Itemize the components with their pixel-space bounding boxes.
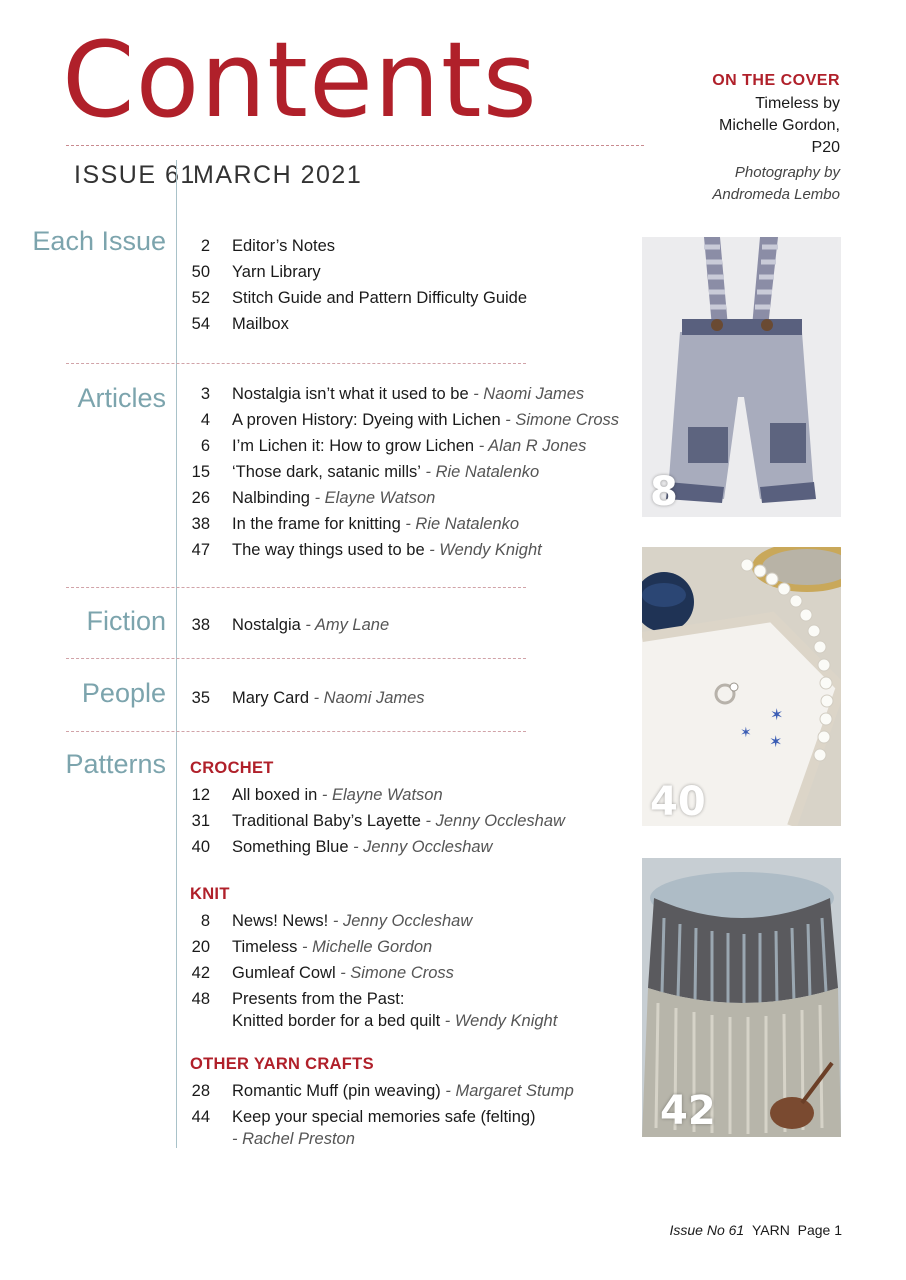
page-number: 15 xyxy=(191,463,210,481)
page-number: 31 xyxy=(191,812,210,830)
entry-author: - Elayne Watson xyxy=(309,489,436,507)
section-label-each-issue: Each Issue xyxy=(32,226,166,256)
toc-entry[interactable] xyxy=(186,685,425,711)
section-label-articles: Articles xyxy=(77,383,166,413)
toc-entry[interactable] xyxy=(186,233,335,259)
photo-credit: Andromeda Lembo xyxy=(712,186,840,203)
toc-entry[interactable] xyxy=(186,782,443,808)
page-number: 20 xyxy=(191,938,210,956)
page-number: 38 xyxy=(191,616,210,634)
section-label-patterns: Patterns xyxy=(65,749,166,779)
page-title: Contents xyxy=(62,19,538,141)
page-number: 6 xyxy=(200,437,210,455)
toc-entry-continuation xyxy=(232,1126,355,1152)
cover-line: P20 xyxy=(811,139,840,156)
entry-title: Editor’s Notes xyxy=(232,237,336,255)
footer-page: Page 1 xyxy=(797,1222,842,1238)
toc-entry[interactable] xyxy=(186,511,519,537)
entry-author: - Rie Natalenko xyxy=(420,463,540,481)
toc-entry[interactable] xyxy=(186,433,586,459)
entry-title: Gumleaf Cowl xyxy=(232,964,336,982)
toc-entry[interactable] xyxy=(186,834,492,860)
entry-title: Traditional Baby’s Layette xyxy=(232,812,421,830)
photo-credit: Photography by xyxy=(734,164,840,181)
entry-title: Yarn Library xyxy=(232,263,321,281)
page-number: 40 xyxy=(191,838,210,856)
entry-author: - Margaret Stump xyxy=(440,1082,574,1100)
toc-entry[interactable] xyxy=(186,311,289,337)
svg-text:✶: ✶ xyxy=(770,705,784,724)
handkerchief-ring-pearls-photo[interactable] xyxy=(642,547,841,826)
entry-author: - Simone Cross xyxy=(335,964,454,982)
entry-title: Nalbinding xyxy=(232,489,310,507)
entry-title: Romantic Muff (pin weaving) xyxy=(232,1082,441,1100)
entry-title: Something Blue xyxy=(232,838,349,856)
page-number: 8 xyxy=(200,912,210,930)
toc-entry[interactable] xyxy=(186,934,432,960)
toc-entry[interactable] xyxy=(186,381,584,407)
page-number: 4 xyxy=(200,411,210,429)
entry-author: - Amy Lane xyxy=(300,616,390,634)
entry-title: Nostalgia xyxy=(232,616,301,634)
image-page-label: 42 xyxy=(660,1088,716,1134)
column-divider xyxy=(176,160,177,1148)
page-number: 38 xyxy=(191,515,210,533)
page-footer xyxy=(669,1222,842,1238)
image-page-label: 40 xyxy=(650,779,706,825)
page-number: 42 xyxy=(191,964,210,982)
entry-title: ‘Those dark, satanic mills’ xyxy=(232,463,421,481)
toc-entry[interactable] xyxy=(186,908,472,934)
toc-entry[interactable] xyxy=(186,459,539,485)
cover-line: Michelle Gordon, xyxy=(719,117,840,134)
page-number: 52 xyxy=(191,289,210,307)
entry-title: Mailbox xyxy=(232,315,289,333)
toc-entry-continuation xyxy=(232,1008,557,1034)
entry-title: Knitted border for a bed quilt xyxy=(232,1012,441,1030)
footer-magazine: YARN xyxy=(751,1222,790,1238)
page-number: 2 xyxy=(200,237,210,255)
entry-title: Mary Card xyxy=(232,689,310,707)
page-number: 50 xyxy=(191,263,210,281)
title-divider xyxy=(66,145,644,146)
entry-author: - Wendy Knight xyxy=(440,1012,558,1030)
knitted-cowl-photo[interactable] xyxy=(642,858,841,1137)
entry-author: - Rachel Preston xyxy=(232,1130,355,1148)
entry-author: - Wendy Knight xyxy=(424,541,542,559)
entry-title: News! News! xyxy=(232,912,329,930)
toc-entry[interactable] xyxy=(186,960,454,986)
toc-entry[interactable] xyxy=(186,407,619,433)
toc-entry[interactable] xyxy=(186,485,435,511)
page-number: 35 xyxy=(191,689,210,707)
section-divider xyxy=(66,658,526,659)
entry-title: The way things used to be xyxy=(232,541,425,559)
category-knit: KNIT xyxy=(190,885,230,903)
toc-entry[interactable] xyxy=(186,259,321,285)
entry-title: I’m Lichen it: How to grow Lichen xyxy=(232,437,475,455)
entry-title: In the frame for knitting xyxy=(232,515,401,533)
entry-author: - Rie Natalenko xyxy=(400,515,520,533)
entry-author: - Naomi James xyxy=(468,385,585,403)
entry-author: - Jenny Occleshaw xyxy=(348,838,493,856)
page-number: 48 xyxy=(191,990,210,1008)
toc-entry[interactable] xyxy=(186,1078,574,1104)
entry-title: Keep your special memories safe (felting) xyxy=(232,1108,536,1126)
page-number: 12 xyxy=(191,786,210,804)
knitted-overalls-photo[interactable] xyxy=(642,237,841,517)
page-number: 26 xyxy=(191,489,210,507)
category-other-yarn-crafts: OTHER YARN CRAFTS xyxy=(190,1055,374,1073)
issue-month: MARCH 2021 xyxy=(193,161,363,189)
cover-heading: ON THE COVER xyxy=(712,72,840,89)
section-label-fiction: Fiction xyxy=(86,606,166,636)
entry-author: - Simone Cross xyxy=(500,411,619,429)
entry-title: Presents from the Past: xyxy=(232,990,405,1008)
page-number: 3 xyxy=(200,385,210,403)
entry-author: - Jenny Occleshaw xyxy=(420,812,565,830)
svg-text:✶: ✶ xyxy=(740,725,752,741)
entry-author: - Jenny Occleshaw xyxy=(328,912,473,930)
category-crochet: CROCHET xyxy=(190,759,274,777)
toc-entry[interactable] xyxy=(186,285,527,311)
entry-author: - Michelle Gordon xyxy=(297,938,433,956)
section-divider xyxy=(66,363,526,364)
entry-title: All boxed in xyxy=(232,786,318,804)
section-divider xyxy=(66,587,526,588)
toc-entry[interactable] xyxy=(186,808,565,834)
entry-title: Stitch Guide and Pattern Difficulty Guide xyxy=(232,289,528,307)
page-number: 28 xyxy=(191,1082,210,1100)
cover-line: Timeless by xyxy=(755,95,840,112)
section-label-people: People xyxy=(81,678,166,708)
entry-title: Timeless xyxy=(232,938,298,956)
entry-author: - Alan R Jones xyxy=(474,437,587,455)
toc-entry[interactable] xyxy=(186,612,389,638)
footer-issue: Issue No 61 xyxy=(669,1222,745,1238)
section-divider xyxy=(66,731,526,732)
entry-author: - Naomi James xyxy=(309,689,425,707)
issue-number: ISSUE 61 xyxy=(74,161,196,189)
entry-title: Nostalgia isn’t what it used to be xyxy=(232,385,469,403)
entry-author: - Elayne Watson xyxy=(317,786,443,804)
page-number: 44 xyxy=(191,1108,210,1126)
svg-text:✶: ✶ xyxy=(769,732,783,751)
page-number: 47 xyxy=(191,541,210,559)
toc-entry[interactable] xyxy=(186,537,542,563)
entry-title: A proven History: Dyeing with Lichen xyxy=(232,411,501,429)
page-number: 54 xyxy=(191,315,210,333)
image-page-label: 8 xyxy=(650,469,678,515)
